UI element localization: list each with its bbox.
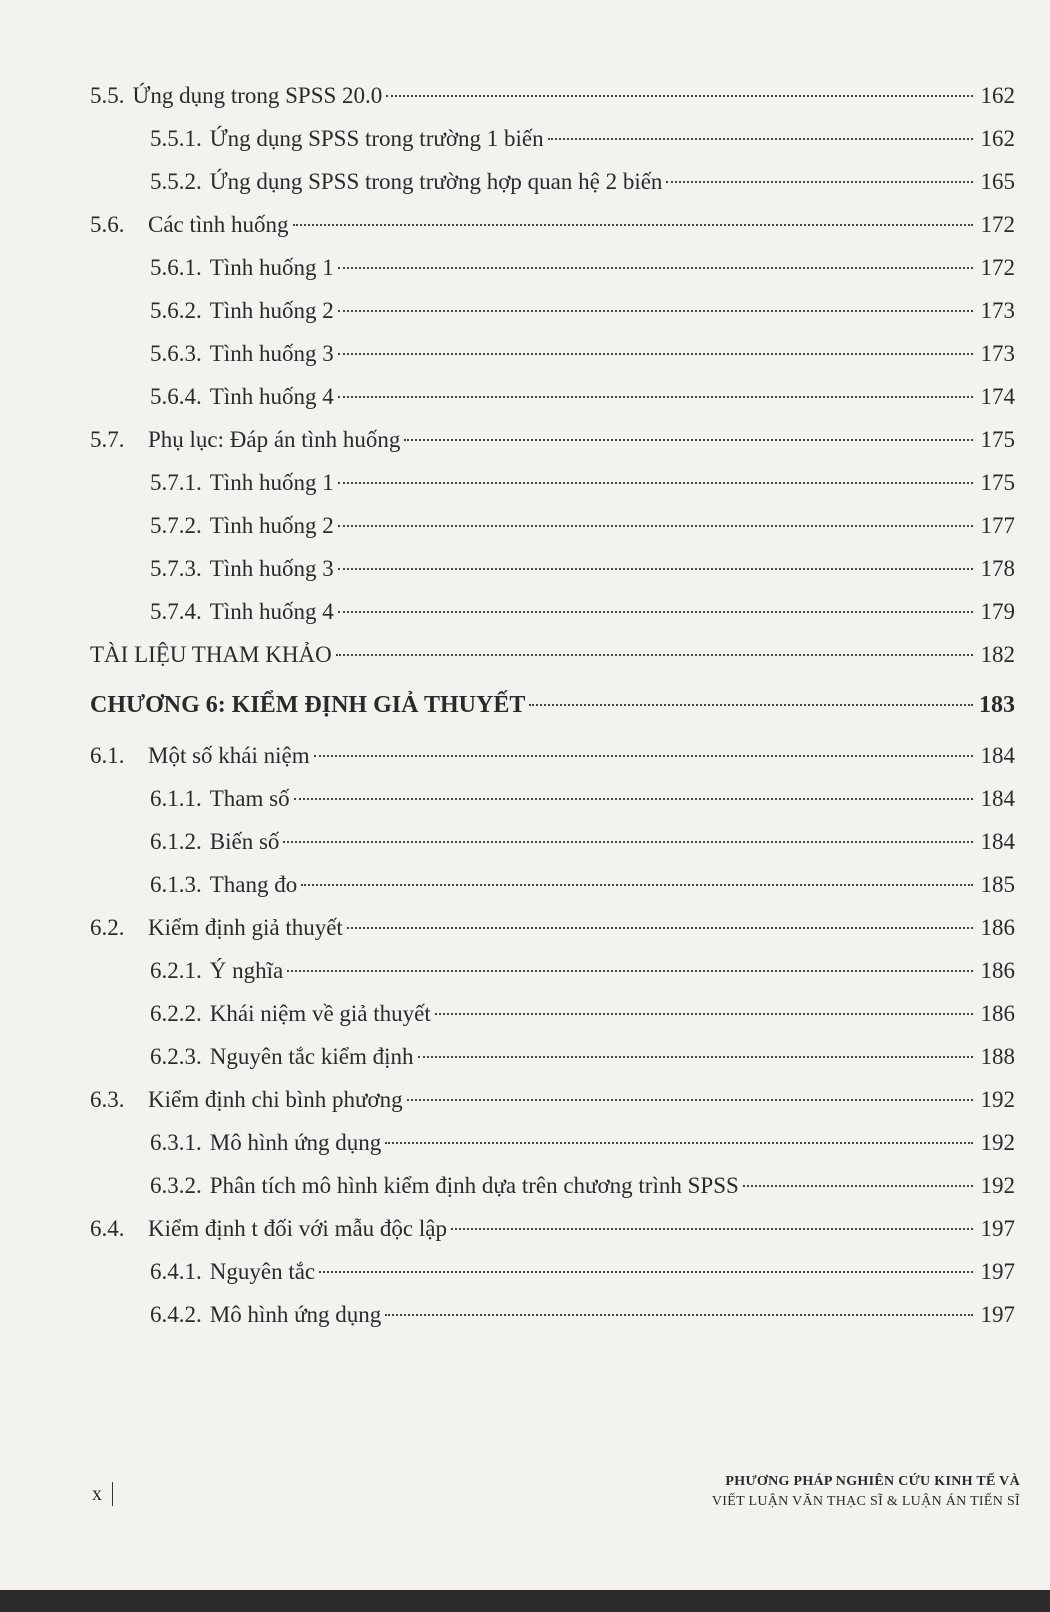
toc-entry: [90, 504, 1015, 547]
toc-dot-leader: [283, 841, 973, 843]
toc-entry-number: 5.7.: [90, 427, 125, 452]
toc-entry-page: 179: [980, 599, 1015, 624]
toc-entry-number: 6.1.: [90, 743, 125, 768]
toc-entry: [90, 1207, 1015, 1250]
toc-dot-leader: [743, 1185, 973, 1187]
toc-entry-title: Tình huống 2: [209, 298, 334, 323]
toc-entry-number: 5.7.1.: [150, 470, 202, 495]
toc-entry: [90, 820, 1015, 863]
toc-entry-page: 192: [980, 1130, 1015, 1155]
toc-entry-title: Kiểm định chi bình phương: [148, 1087, 403, 1112]
toc-entry: [90, 246, 1015, 289]
toc-dot-leader: [385, 1314, 973, 1316]
toc-entry-page: 173: [980, 298, 1015, 323]
toc-entry-page: 174: [980, 384, 1015, 409]
toc-entry-number: 5.5.: [90, 83, 125, 108]
toc-entry-title: Biến số: [209, 829, 280, 854]
toc-entry-title: Ứng dụng trong SPSS 20.0: [132, 83, 383, 108]
toc-entry-title: Nguyên tắc: [209, 1259, 316, 1284]
table-of-contents: [90, 74, 1015, 1336]
toc-entry-page: 197: [980, 1216, 1015, 1241]
toc-entry-page: 188: [980, 1044, 1015, 1069]
toc-entry-page: 186: [980, 958, 1015, 983]
toc-entry-page: 165: [980, 169, 1015, 194]
toc-dot-leader: [407, 1099, 973, 1101]
toc-entry: [90, 906, 1015, 949]
toc-entry-title: Tình huống 4: [209, 384, 334, 409]
toc-entry-page: 175: [980, 470, 1015, 495]
toc-entry-title: Ý nghĩa: [209, 958, 284, 983]
toc-entry-number: 5.6.2.: [150, 298, 202, 323]
toc-entry-title: Ứng dụng SPSS trong trường 1 biến: [209, 126, 544, 151]
toc-entry: [90, 1121, 1015, 1164]
toc-entry-number: 6.4.: [90, 1216, 125, 1241]
toc-dot-leader: [666, 181, 973, 183]
toc-entry-number: 5.6.3.: [150, 341, 202, 366]
toc-entry-title: Nguyên tắc kiểm định: [209, 1044, 414, 1069]
toc-entry-number: 6.4.2.: [150, 1302, 202, 1327]
toc-entry-title: Mô hình ứng dụng: [209, 1130, 382, 1155]
toc-entry-page: 175: [980, 427, 1015, 452]
toc-entry-page: 172: [980, 212, 1015, 237]
toc-entry-title: Tình huống 1: [209, 255, 334, 280]
toc-dot-leader: [404, 439, 973, 441]
toc-entry-number: 6.3.: [90, 1087, 125, 1112]
running-footer-title: [712, 1472, 1020, 1512]
toc-dot-leader: [451, 1228, 973, 1230]
toc-entry-number: 5.7.2.: [150, 513, 202, 538]
toc-dot-leader: [338, 310, 973, 312]
toc-entry-title: Tham số: [209, 786, 290, 811]
toc-entry-title: Phụ lục: Đáp án tình huống: [148, 427, 401, 452]
toc-entry-page: 184: [980, 829, 1015, 854]
toc-entry-page: 192: [980, 1173, 1015, 1198]
toc-entry-page: 197: [980, 1259, 1015, 1284]
toc-entry: [90, 590, 1015, 633]
toc-dot-leader: [385, 1142, 973, 1144]
toc-entry-page: 186: [980, 1001, 1015, 1026]
toc-dot-leader: [529, 704, 973, 706]
toc-dot-leader: [418, 1056, 973, 1058]
toc-entry-page: 192: [980, 1087, 1015, 1112]
toc-entry: [90, 949, 1015, 992]
toc-dot-leader: [338, 525, 973, 527]
toc-entry: [90, 1035, 1015, 1078]
toc-entry-page: 185: [980, 872, 1015, 897]
toc-entry-page: 177: [980, 513, 1015, 538]
toc-entry-page: 162: [980, 83, 1015, 108]
toc-entry-page: 172: [980, 255, 1015, 280]
toc-entry-title: Các tình huống: [148, 212, 289, 237]
toc-entry-number: 5.5.2.: [150, 169, 202, 194]
toc-entry: [90, 992, 1015, 1035]
toc-entry: [90, 203, 1015, 246]
page-number-footer: [92, 1482, 113, 1506]
toc-entry-title: Thang đo: [209, 872, 298, 897]
toc-entry-page: 184: [980, 743, 1015, 768]
toc-entry-number: 5.6.1.: [150, 255, 202, 280]
toc-entry: [90, 547, 1015, 590]
toc-entry-number: 6.3.2.: [150, 1173, 202, 1198]
toc-dot-leader: [338, 482, 973, 484]
toc-entry-number: 6.1.2.: [150, 829, 202, 854]
toc-entry-page: 173: [980, 341, 1015, 366]
toc-entry-title: Tình huống 3: [209, 341, 334, 366]
toc-entry: [90, 1078, 1015, 1121]
toc-entry: [90, 461, 1015, 504]
toc-dot-leader: [338, 611, 973, 613]
toc-entry: [90, 375, 1015, 418]
toc-entry: [90, 74, 1015, 117]
toc-entry-title: Kiểm định t đối với mẫu độc lập: [148, 1216, 447, 1241]
toc-entry-number: 6.1.3.: [150, 872, 202, 897]
toc-entry-title: Tình huống 4: [209, 599, 334, 624]
toc-entry-number: 6.2.3.: [150, 1044, 202, 1069]
toc-dot-leader: [338, 568, 973, 570]
toc-entry-number: 5.5.1.: [150, 126, 202, 151]
toc-entry-title: Phân tích mô hình kiểm định dựa trên chương trình SPSS: [209, 1173, 739, 1198]
page-number: x: [92, 1482, 102, 1505]
book-title-line-2: VIẾT LUẬN VĂN THẠC SĨ & LUẬN ÁN TIẾN SĨ: [711, 1494, 1020, 1509]
toc-entry-page: 186: [980, 915, 1015, 940]
toc-entry-page: 178: [980, 556, 1015, 581]
toc-entry-title: Tình huống 3: [209, 556, 334, 581]
toc-entry-title: Ứng dụng SPSS trong trường hợp quan hệ 2 biến: [209, 169, 663, 194]
toc-dot-leader: [293, 224, 973, 226]
toc-entry: [90, 1250, 1015, 1293]
toc-chapter-heading: [90, 676, 1015, 734]
toc-entry-page: 183: [979, 692, 1015, 718]
toc-entry-page: 162: [980, 126, 1015, 151]
toc-entry-number: 6.3.1.: [150, 1130, 202, 1155]
book-title-line-1: PHƯƠNG PHÁP NGHIÊN CỨU KINH TẾ VÀ: [725, 1474, 1020, 1489]
toc-dot-leader: [338, 353, 973, 355]
toc-entry-title: Khái niệm về giả thuyết: [209, 1001, 431, 1026]
toc-entry: [90, 633, 1015, 676]
toc-entry: [90, 418, 1015, 461]
toc-entry-number: 6.1.1.: [150, 786, 202, 811]
toc-dot-leader: [314, 755, 973, 757]
toc-entry-title: Một số khái niệm: [148, 743, 310, 768]
toc-entry-title: Tình huống 1: [209, 470, 334, 495]
toc-entry-page: 197: [980, 1302, 1015, 1327]
toc-entry-number: 6.2.: [90, 915, 125, 940]
toc-entry: [90, 289, 1015, 332]
toc-entry-title: TÀI LIỆU THAM KHẢO: [90, 642, 332, 667]
toc-entry-number: 5.7.3.: [150, 556, 202, 581]
toc-dot-leader: [319, 1271, 973, 1273]
toc-dot-leader: [347, 927, 973, 929]
toc-entry: [90, 160, 1015, 203]
toc-entry-number: 6.2.1.: [150, 958, 202, 983]
toc-dot-leader: [287, 970, 973, 972]
toc-dot-leader: [435, 1013, 973, 1015]
toc-entry-title: Mô hình ứng dụng: [209, 1302, 382, 1327]
scan-edge-strip: [0, 1590, 1050, 1612]
toc-entry-title: CHƯƠNG 6: KIỂM ĐỊNH GIẢ THUYẾT: [90, 692, 526, 718]
toc-dot-leader: [338, 396, 973, 398]
toc-entry: [90, 1293, 1015, 1336]
toc-entry: [90, 1164, 1015, 1207]
toc-entry-page: 184: [980, 786, 1015, 811]
toc-entry-number: 5.7.4.: [150, 599, 202, 624]
toc-dot-leader: [548, 138, 973, 140]
toc-entry: [90, 117, 1015, 160]
toc-entry-number: 6.2.2.: [150, 1001, 202, 1026]
toc-entry: [90, 777, 1015, 820]
toc-entry-number: 6.4.1.: [150, 1259, 202, 1284]
toc-dot-leader: [338, 267, 973, 269]
toc-entry-page: 182: [980, 642, 1015, 667]
toc-entry-title: Tình huống 2: [209, 513, 334, 538]
toc-entry: [90, 332, 1015, 375]
toc-entry: [90, 863, 1015, 906]
toc-entry-title: Kiểm định giả thuyết: [148, 915, 343, 940]
toc-entry-number: 5.6.4.: [150, 384, 202, 409]
toc-dot-leader: [301, 884, 973, 886]
toc-entry-number: 5.6.: [90, 212, 125, 237]
toc-dot-leader: [386, 95, 973, 97]
footer-divider: [112, 1482, 113, 1506]
toc-dot-leader: [294, 798, 973, 800]
toc-entry: [90, 734, 1015, 777]
toc-dot-leader: [336, 654, 973, 656]
